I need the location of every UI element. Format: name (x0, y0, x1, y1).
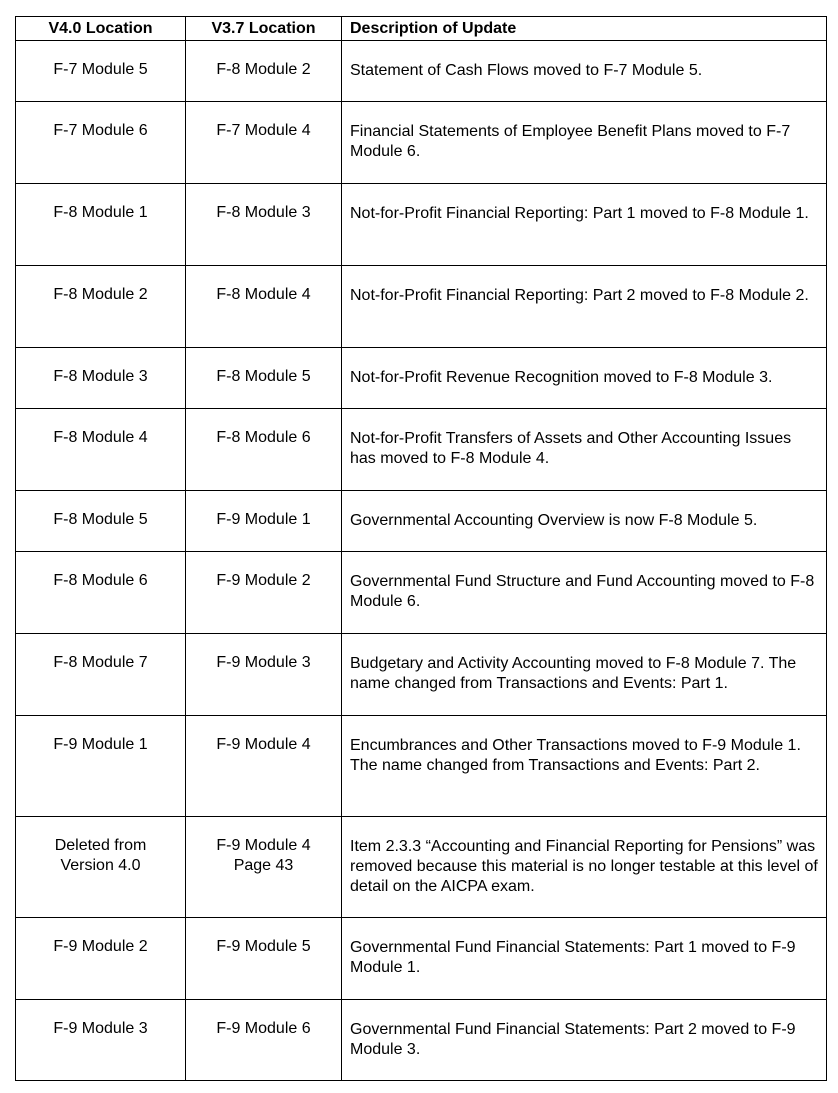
description-text: Not-for-Profit Financial Reporting: Part 1 moved to F-8 Module 1. (350, 205, 809, 222)
v37-location-text: F-9 Module 4 (216, 736, 311, 753)
cell-v37-location (186, 634, 342, 716)
table-row (16, 817, 827, 918)
cell-v37-location (186, 41, 342, 102)
cell-v40-location (16, 348, 186, 409)
v37-location-text: F-8 Module 4 (216, 286, 311, 303)
v40-location-text: F-8 Module 4 (53, 429, 148, 446)
description-text: Governmental Fund Financial Statements: Part 1 moved to F-9 Module 1. (350, 939, 796, 976)
v40-location-text: F-8 Module 2 (53, 286, 148, 303)
v37-location-text: F-9 Module 1 (216, 511, 311, 528)
description-text: Budgetary and Activity Accounting moved to F-8 Module 7. The name changed from Transactions and Events: Part 1. (350, 655, 797, 692)
table-row (16, 552, 827, 634)
v40-location-text: F-8 Module 3 (53, 368, 148, 385)
cell-v37-location (186, 491, 342, 552)
cell-v37-location (186, 1000, 342, 1081)
cell-description (342, 409, 827, 491)
v37-location-text: F-7 Module 4 (216, 122, 311, 139)
cell-v40-location (16, 266, 186, 348)
v40-location-text: F-8 Module 1 (53, 204, 148, 221)
v40-location-text: Deleted from (54, 837, 147, 854)
table-row (16, 102, 827, 184)
cell-description (342, 102, 827, 184)
cell-v37-location (186, 552, 342, 634)
cell-v40-location (16, 716, 186, 817)
v37-location-text: F-8 Module 6 (216, 429, 311, 446)
cell-v40-location (16, 41, 186, 102)
v40-location-text: F-9 Module 1 (53, 736, 148, 753)
cell-v40-location (16, 102, 186, 184)
cell-description (342, 918, 827, 1000)
description-text: Encumbrances and Other Transactions moved to F-9 Module 1. The name changed from Transactions and Events: Part 2. (350, 737, 801, 774)
cell-description (342, 1000, 827, 1081)
table-row (16, 716, 827, 817)
v40-location-text: F-8 Module 7 (53, 654, 148, 671)
cell-v40-location (16, 184, 186, 266)
v40-location-text: F-7 Module 6 (53, 122, 148, 139)
table-row (16, 918, 827, 1000)
description-text: Financial Statements of Employee Benefit Plans moved to F-7 Module 6. (350, 123, 791, 160)
v40-location-text: F-9 Module 2 (53, 938, 148, 955)
table-row (16, 491, 827, 552)
v37-location-text: F-9 Module 4 (216, 837, 311, 854)
cell-v37-location (186, 817, 342, 918)
table-body (16, 41, 827, 1081)
description-text: Governmental Accounting Overview is now F-8 Module 5. (350, 512, 758, 529)
cell-v37-location (186, 716, 342, 817)
v37-location-text: F-8 Module 3 (216, 204, 311, 221)
v40-location-text: F-8 Module 5 (53, 511, 148, 528)
cell-v37-location (186, 102, 342, 184)
description-text: Not-for-Profit Transfers of Assets and Other Accounting Issues has moved to F-8 Module 4. (350, 430, 792, 467)
cell-description (342, 716, 827, 817)
header-v37-location: V3.7 Location (186, 17, 342, 41)
v40-location-text: Version 4.0 (60, 857, 141, 874)
cell-description (342, 634, 827, 716)
description-text: Statement of Cash Flows moved to F-7 Module 5. (350, 62, 703, 79)
header-description: Description of Update (342, 17, 827, 41)
table-row (16, 1000, 827, 1081)
table-row (16, 266, 827, 348)
table-row (16, 41, 827, 102)
cell-v37-location (186, 348, 342, 409)
cell-description (342, 491, 827, 552)
table-row (16, 348, 827, 409)
cell-v40-location (16, 634, 186, 716)
cell-v40-location (16, 918, 186, 1000)
cell-description (342, 348, 827, 409)
description-text: Governmental Fund Financial Statements: Part 2 moved to F-9 Module 3. (350, 1021, 796, 1058)
description-text: Not-for-Profit Revenue Recognition moved to F-8 Module 3. (350, 369, 773, 386)
cell-v40-location (16, 1000, 186, 1081)
description-text: Item 2.3.3 “Accounting and Financial Reporting for Pensions” was removed because this material is no longer testable at this level of detail on the AICPA exam. (350, 838, 818, 895)
cell-v40-location (16, 817, 186, 918)
v37-location-text: Page 43 (233, 857, 294, 874)
v37-location-text: F-9 Module 5 (216, 938, 311, 955)
cell-description (342, 817, 827, 918)
table-row (16, 409, 827, 491)
cell-v40-location (16, 491, 186, 552)
table-row (16, 634, 827, 716)
table-row (16, 184, 827, 266)
v37-location-text: F-9 Module 6 (216, 1020, 311, 1037)
table-header-row (16, 17, 827, 41)
description-text: Not-for-Profit Financial Reporting: Part 2 moved to F-8 Module 2. (350, 287, 809, 304)
description-text: Governmental Fund Structure and Fund Accounting moved to F-8 Module 6. (350, 573, 815, 610)
cell-v40-location (16, 552, 186, 634)
v40-location-text: F-8 Module 6 (53, 572, 148, 589)
v37-location-text: F-8 Module 5 (216, 368, 311, 385)
v37-location-text: F-9 Module 3 (216, 654, 311, 671)
v40-location-text: F-7 Module 5 (53, 61, 148, 78)
v37-location-text: F-9 Module 2 (216, 572, 311, 589)
updates-table (15, 16, 827, 1081)
cell-v37-location (186, 266, 342, 348)
header-v40-location: V4.0 Location (16, 17, 186, 41)
cell-v37-location (186, 918, 342, 1000)
cell-description (342, 266, 827, 348)
v37-location-text: F-8 Module 2 (216, 61, 311, 78)
cell-description (342, 184, 827, 266)
cell-v40-location (16, 409, 186, 491)
cell-v37-location (186, 184, 342, 266)
cell-v37-location (186, 409, 342, 491)
cell-description (342, 41, 827, 102)
cell-description (342, 552, 827, 634)
v40-location-text: F-9 Module 3 (53, 1020, 148, 1037)
